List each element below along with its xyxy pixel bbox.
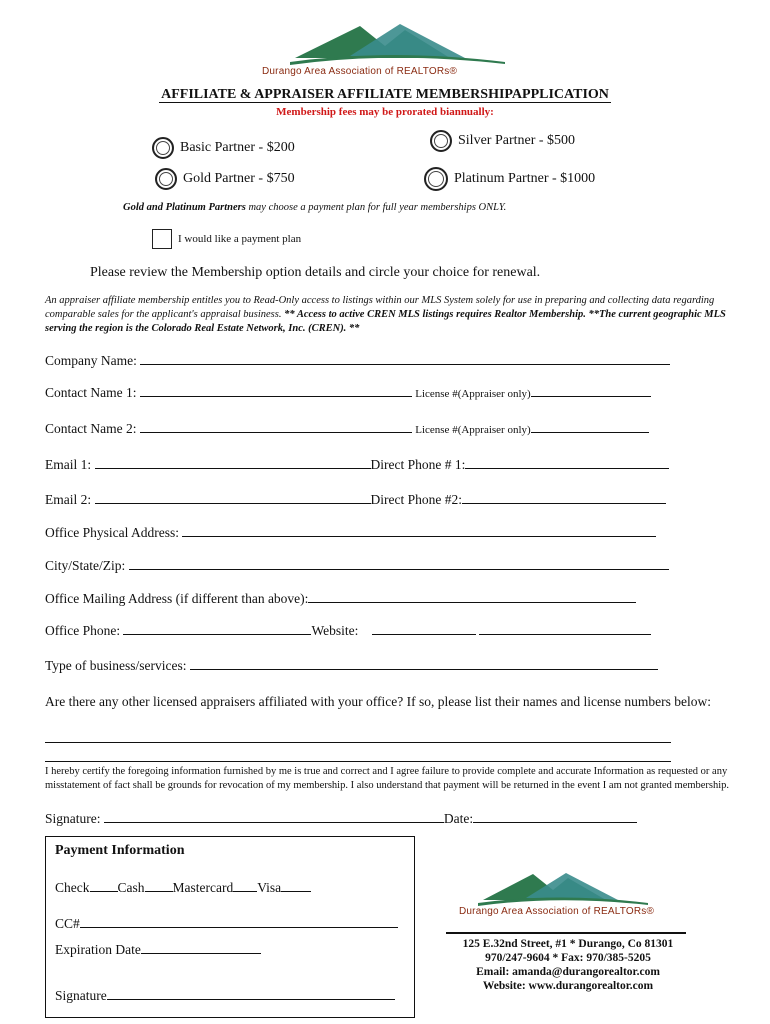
radio-circle-icon[interactable] [155, 168, 177, 190]
other-appraisers-question: Are there any other licensed appraisers affiliated with your office? If so, please list their names and license numbers below: [45, 694, 712, 709]
footer-divider [446, 932, 686, 934]
payment-methods-row[interactable]: Check Cash Mastercard Visa [55, 879, 311, 896]
expiration-date-field[interactable]: Expiration Date [55, 941, 261, 958]
association-logo [290, 18, 520, 68]
affiliate-paragraph: An appraiser affiliate membership entitles you to Read-Only access to listings within our MLS System solely for use in preparing and collecting data regarding comparable sales for the applicant's appraisal business. ** Access to active CREN MLS listings requires Realtor Membership. **The current geographic MLS serving the region is the Colorado Real Estate Network, Inc. (CREN). ** [45, 295, 726, 334]
option-basic[interactable]: Basic Partner - $200 [152, 137, 295, 159]
option-silver[interactable]: Silver Partner - $500 [430, 130, 575, 152]
footer-org-name: Durango Area Association of REALTORs® [459, 906, 655, 917]
org-name: Durango Area Association of REALTORs® [262, 66, 458, 77]
radio-circle-icon[interactable] [424, 167, 448, 191]
payment-signature-field[interactable]: Signature [55, 987, 395, 1004]
city-state-zip-field[interactable]: City/State/Zip: [45, 557, 669, 574]
office-mailing-address-field[interactable]: Office Mailing Address (if different than above): [45, 590, 636, 607]
business-type-field[interactable]: Type of business/services: [45, 657, 658, 674]
checkbox-icon[interactable] [152, 229, 172, 249]
form-title: AFFILIATE & APPRAISER AFFILIATE MEMBERSHIPAPPLICATION [161, 87, 609, 102]
payment-info-title: Payment Information [55, 843, 185, 858]
other-appraisers-line-2[interactable] [45, 761, 671, 762]
payment-info-box [45, 836, 415, 1018]
form-subtitle: Membership fees may be prorated biannually: [276, 106, 494, 118]
cc-field[interactable]: CC# [55, 915, 398, 932]
radio-circle-icon[interactable] [430, 130, 452, 152]
certification-text: I hereby certify the foregoing information furnished by me is true and correct and I agree failure to provide complete and accurate Information as requested or any misstatement of fact shall be grounds for revocation of my membership. I also understand that payment will be returned in the event I am not granted membership. [45, 766, 730, 791]
radio-circle-icon[interactable] [152, 137, 174, 159]
signature-date-row[interactable]: Signature: Date: [45, 810, 637, 827]
email-1-field[interactable]: Email 1: Direct Phone # 1: [45, 456, 669, 473]
email-2-field[interactable]: Email 2: Direct Phone #2: [45, 491, 666, 508]
contact-name-1-field[interactable]: Contact Name 1: License #(Appraiser only) [45, 384, 651, 401]
payment-plan-note: Gold and Platinum Partners may choose a payment plan for full year memberships ONLY. [123, 202, 507, 213]
review-instruction: Please review the Membership option details and circle your choice for renewal. [90, 265, 541, 280]
other-appraisers-line-1[interactable] [45, 742, 671, 743]
payment-plan-option[interactable]: I would like a payment plan [152, 229, 301, 249]
contact-name-2-field[interactable]: Contact Name 2: License #(Appraiser only) [45, 420, 649, 437]
company-name-field[interactable]: Company Name: [45, 352, 670, 369]
option-gold[interactable]: Gold Partner - $750 [155, 168, 295, 190]
option-platinum[interactable]: Platinum Partner - $1000 [424, 167, 595, 191]
footer-logo [478, 868, 658, 908]
office-phone-field[interactable]: Office Phone: Website: [45, 622, 651, 639]
office-physical-address-field[interactable]: Office Physical Address: [45, 524, 656, 541]
footer-contact: 125 E.32nd Street, #1 * Durango, Co 81301 970/247-9604 * Fax: 970/385-5205 Email: amanda@durangorealtor.com Website: www.durangorealtor.com [462, 938, 674, 992]
